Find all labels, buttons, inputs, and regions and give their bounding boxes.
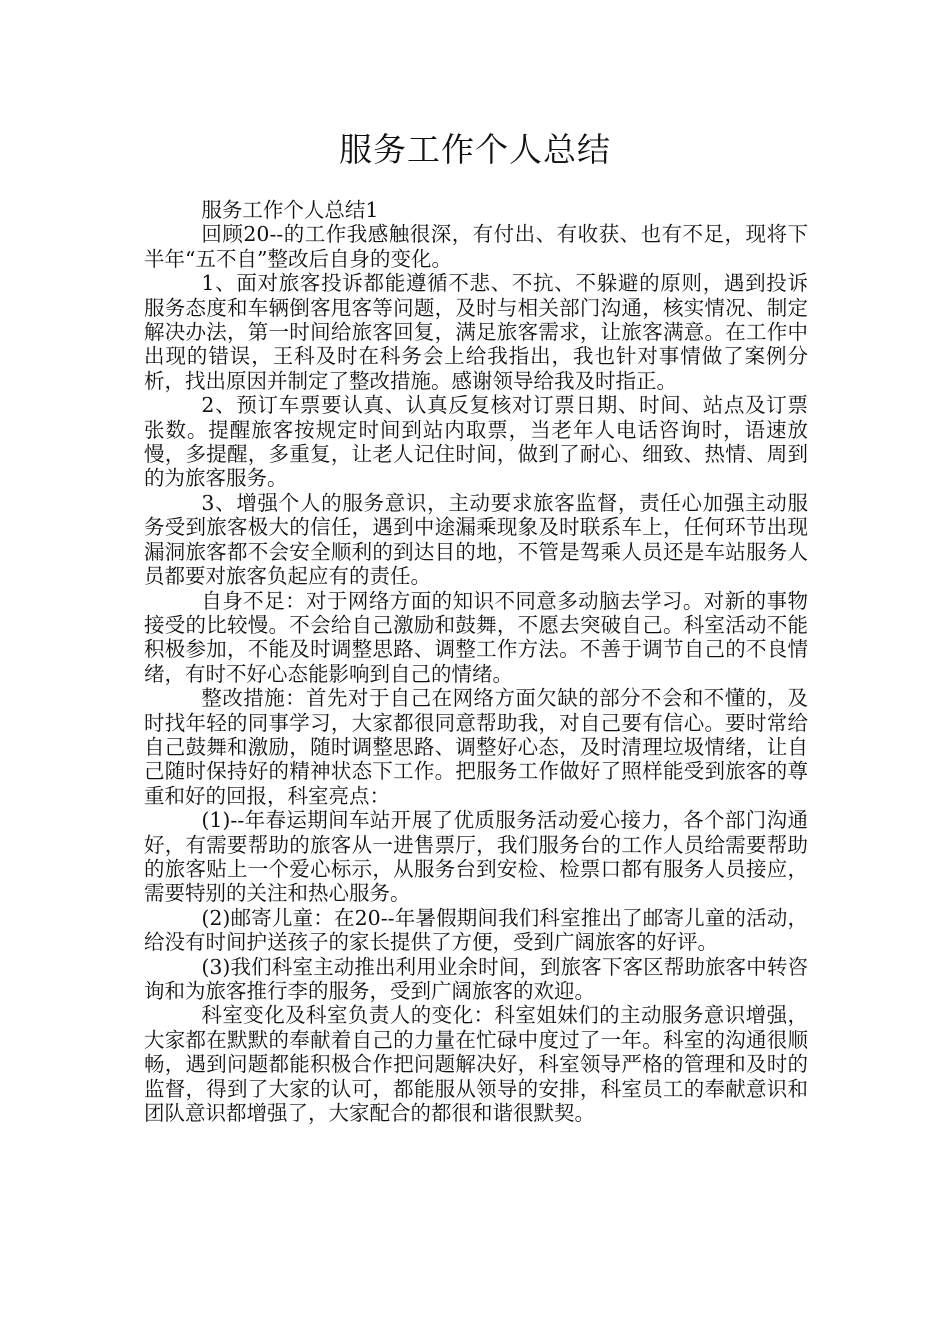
paragraph-intro: 回顾20--的工作我感触很深，有付出、有收获、也有不足，现将下半年“五不自”整改后自身的变化。 — [144, 222, 808, 271]
paragraph-subtitle: 服务工作个人总结1 — [201, 198, 379, 222]
document-body — [144, 198, 808, 1125]
document-title: 服务工作个人总结 — [339, 130, 611, 169]
paragraph-highlight-3: (3)我们科室主动推出利用业余时间，到旅客下客区帮助旅客中转咨询和为旅客推行李的服务，受到广阔旅客的欢迎。 — [144, 954, 808, 1003]
paragraph-measures: 整改措施：首先对于自己在网络方面欠缺的部分不会和不懂的，及时找年轻的同事学习，大家都很同意帮助我，对自己要有信心。要时常给自己鼓舞和激励，随时调整思路、调整好心态，及时清理垃圾情绪，让自己随时保持好的精神状态下工作。把服务工作做好了照样能受到旅客的尊重和好的回报，科室亮点： — [144, 686, 808, 808]
paragraph-highlight-1: (1)--年春运期间车站开展了优质服务活动爱心接力，各个部门沟通好，有需要帮助的旅客从一进售票厅，我们服务台的工作人员给需要帮助的旅客贴上一个爱心标示，从服务台到安检、检票口都有服务人员接应，需要特别的关注和热心服务。 — [144, 808, 808, 906]
paragraph-item-2: 2、预订车票要认真、认真反复核对订票日期、时间、站点及订票张数。提醒旅客按规定时间到站内取票，当老年人电话咨询时，语速放慢，多提醒，多重复，让老人记住时间，做到了耐心、细致、热情、周到的为旅客服务。 — [144, 393, 808, 491]
paragraph-shortcomings: 自身不足：对于网络方面的知识不同意多动脑去学习。对新的事物接受的比较慢。不会给自己激励和鼓舞，不愿去突破自己。科室活动不能积极参加，不能及时调整思路、调整工作方法。不善于调节自己的不良情绪，有时不好心态能影响到自己的情绪。 — [144, 588, 808, 686]
paragraph-item-1: 1、面对旅客投诉都能遵循不悲、不抗、不躲避的原则，遇到投诉服务态度和车辆倒客甩客等问题，及时与相关部门沟通，核实情况、制定解决办法，第一时间给旅客回复，满足旅客需求，让旅客满意。在工作中出现的错误，王科及时在科务会上给我指出，我也针对事情做了案例分析，找出原因并制定了整改措施。感谢领导给我及时指正。 — [144, 271, 808, 393]
paragraph-highlight-2: (2)邮寄儿童：在20--年暑假期间我们科室推出了邮寄儿童的活动，给没有时间护送孩子的家长提供了方便，受到广阔旅客的好评。 — [144, 905, 808, 955]
paragraph-item-3: 3、增强个人的服务意识，主动要求旅客监督，责任心加强主动服务受到旅客极大的信任，遇到中途漏乘现象及时联系车上，任何环节出现漏洞旅客都不会安全顺利的到达目的地，不管是驾乘人员还是车站服务人员都要对旅客负起应有的责任。 — [144, 490, 808, 589]
paragraph-changes: 科室变化及科室负责人的变化：科室姐妹们的主动服务意识增强，大家都在默默的奉献着自己的力量在忙碌中度过了一年。科室的沟通很顺畅，遇到问题都能积极合作把问题解决好，科室领导严格的管理和及时的监督，得到了大家的认可，都能服从领导的安排，科室员工的奉献意识和团队意识都增强了，大家配合的都很和谐很默契。 — [144, 1003, 808, 1126]
